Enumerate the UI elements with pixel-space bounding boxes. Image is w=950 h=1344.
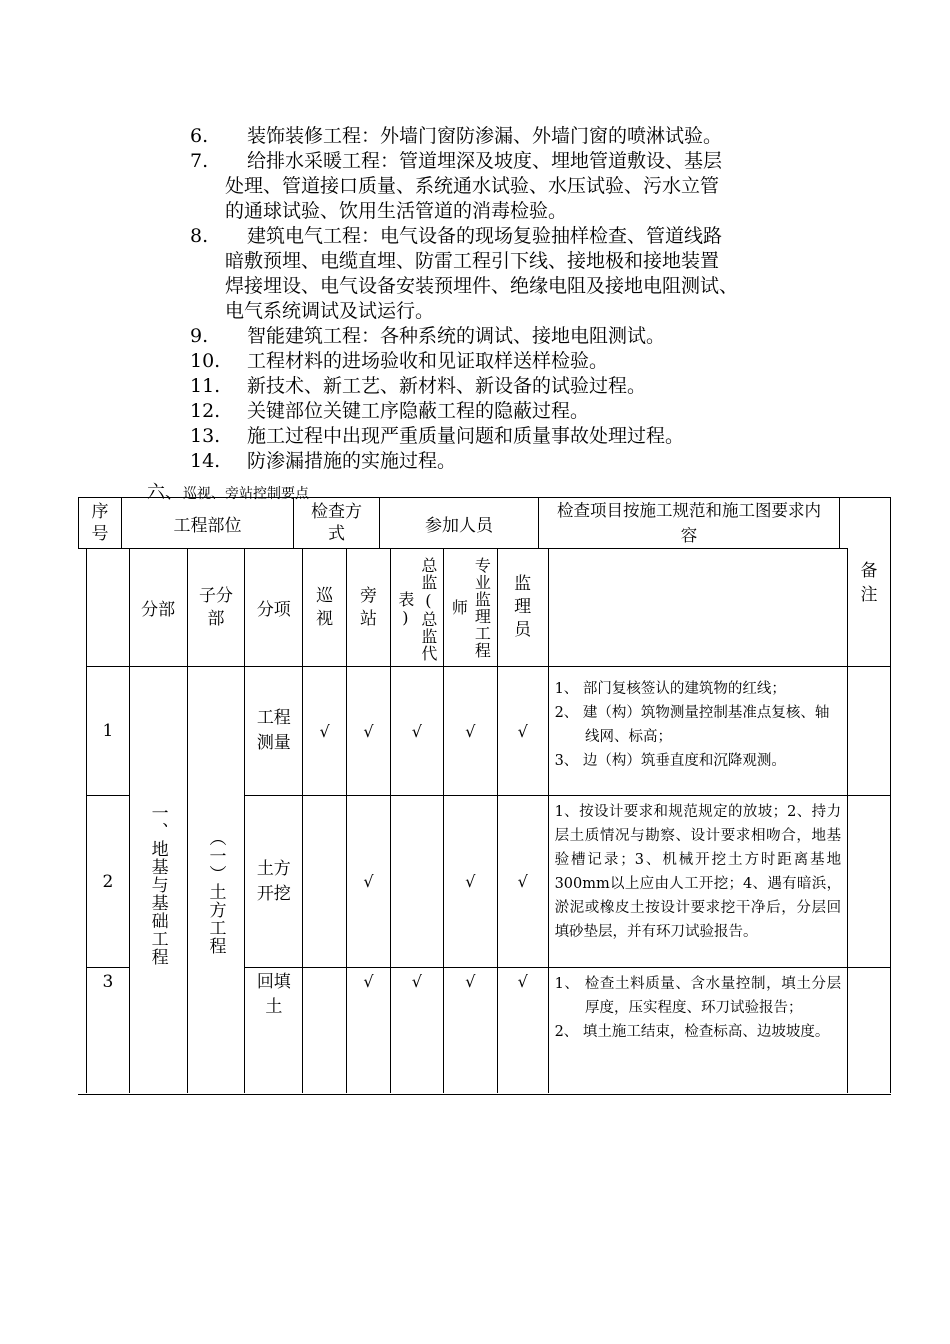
subheader-division: 分部 — [129, 549, 187, 667]
item-number: 8. — [190, 225, 209, 247]
check-chief: √ — [390, 968, 443, 1093]
item-text: 施工过程中出现严重质量问题和质量事故处理过程。 — [247, 425, 685, 447]
check-specialist: √ — [443, 968, 497, 1093]
item-text: 建筑电气工程：电气设备的现场复验抽样检查、管道线路 — [247, 225, 723, 247]
check-chief — [390, 796, 443, 968]
check-patrol — [303, 796, 347, 968]
subdivision-cell: （一）土方工程 — [187, 667, 245, 1093]
row-seq: 2 — [87, 796, 130, 968]
header-method: 检查方式 — [294, 498, 380, 549]
check-patrol — [303, 968, 347, 1093]
check-side: √ — [347, 968, 391, 1093]
check-chief: √ — [390, 667, 443, 796]
item-text: 工程材料的进场验收和见证取样送样检验。 — [247, 350, 609, 372]
item-number: 7. — [190, 150, 209, 172]
row-requirements: 1、按设计要求和规范规定的放坡；2、持力层土质情况与勘察、设计要求相吻合，地基验槽记录；3、机械开挖土方时距离基地300mm以上应由人工开挖；4、遇有暗浜，淤泥或橡皮土按设计要求挖干净后，分层回填砂垫层，并有环刀试验报告。 — [548, 796, 848, 968]
subheader-chief: 总监(总监代表) — [390, 549, 443, 667]
row-item: 土方开挖 — [245, 796, 303, 968]
division-cell: 一、地基与基础工程 — [129, 667, 187, 1093]
subheader-side: 旁站 — [347, 549, 391, 667]
section-title: 巡视、旁站控制要点 — [183, 486, 309, 502]
subheader-seq-blank — [87, 549, 130, 667]
item-text: 新技术、新工艺、新材料、新设备的试验过程。 — [247, 375, 647, 397]
header-seq: 序号 — [79, 498, 122, 549]
item-text: 焊接埋设、电气设备安装预埋件、绝缘电阻及接地电阻测试、 — [225, 275, 739, 297]
row-remark — [848, 968, 891, 1093]
item-text: 装饰装修工程：外墙门窗防渗漏、外墙门窗的喷淋试验。 — [247, 125, 723, 147]
item-number: 9. — [190, 325, 209, 347]
item-text: 给排水采暖工程：管道埋深及坡度、埋地管道敷设、基层 — [247, 150, 723, 172]
check-supervisor: √ — [497, 796, 548, 968]
item-text: 防渗漏措施的实施过程。 — [247, 450, 457, 472]
subheader-content-blank — [548, 549, 848, 667]
header-content: 检查项目按施工规范和施工图要求内容 — [539, 498, 840, 549]
control-table — [86, 548, 891, 1093]
header-remark-top — [840, 498, 891, 549]
check-side: √ — [347, 667, 391, 796]
table-bottom-rule — [78, 1094, 891, 1095]
check-patrol: √ — [303, 667, 347, 796]
item-number: 10. — [190, 350, 221, 372]
item-text: 的通球试验、饮用生活管道的消毒检验。 — [225, 200, 568, 222]
subheader-specialist: 专业监理工程师 — [443, 549, 497, 667]
item-number: 14. — [190, 450, 221, 472]
subheader-item: 分项 — [245, 549, 303, 667]
subheader-subdivision: 子分部 — [187, 549, 245, 667]
row-requirements: 1、 检查土料质量、含水量控制，填土分层厚度，压实程度、环刀试验报告； 2、 填土施工结束，检查标高、边坡坡度。 — [548, 968, 848, 1093]
header-table — [78, 497, 891, 549]
section-number: 六、 — [147, 482, 183, 503]
header-remark: 备注 — [848, 549, 891, 667]
row-seq: 3 — [87, 968, 130, 1093]
check-specialist: √ — [443, 796, 497, 968]
row-remark — [848, 667, 891, 796]
subheader-supervisor: 监理员 — [497, 549, 548, 667]
row-seq: 1 — [87, 667, 130, 796]
item-number: 6. — [190, 125, 209, 147]
row-item: 回填土 — [245, 968, 303, 1093]
row-remark — [848, 796, 891, 968]
item-text: 暗敷预埋、电缆直埋、防雷工程引下线、接地极和接地装置 — [225, 250, 720, 272]
item-text: 处理、管道接口质量、系统通水试验、水压试验、污水立管 — [225, 175, 720, 197]
row-requirements: 1、 部门复核签认的建筑物的红线； 2、 建（构）筑物测量控制基准点复核、轴线网、标高； 3、 边（构）筑垂直度和沉降观测。 — [548, 667, 848, 796]
subheader-patrol: 巡视 — [303, 549, 347, 667]
row-item: 工程测量 — [245, 667, 303, 796]
item-number: 11. — [190, 375, 221, 397]
item-number: 12. — [190, 400, 221, 422]
check-specialist: √ — [443, 667, 497, 796]
check-side: √ — [347, 796, 391, 968]
check-supervisor: √ — [497, 667, 548, 796]
item-number: 13. — [190, 425, 221, 447]
item-text: 电气系统调试及试运行。 — [225, 300, 435, 322]
item-text: 关键部位关键工序隐蔽工程的隐蔽过程。 — [247, 400, 590, 422]
header-part: 工程部位 — [122, 498, 294, 549]
check-supervisor: √ — [497, 968, 548, 1093]
header-people: 参加人员 — [380, 498, 539, 549]
item-text: 智能建筑工程：各种系统的调试、接地电阻测试。 — [247, 325, 666, 347]
